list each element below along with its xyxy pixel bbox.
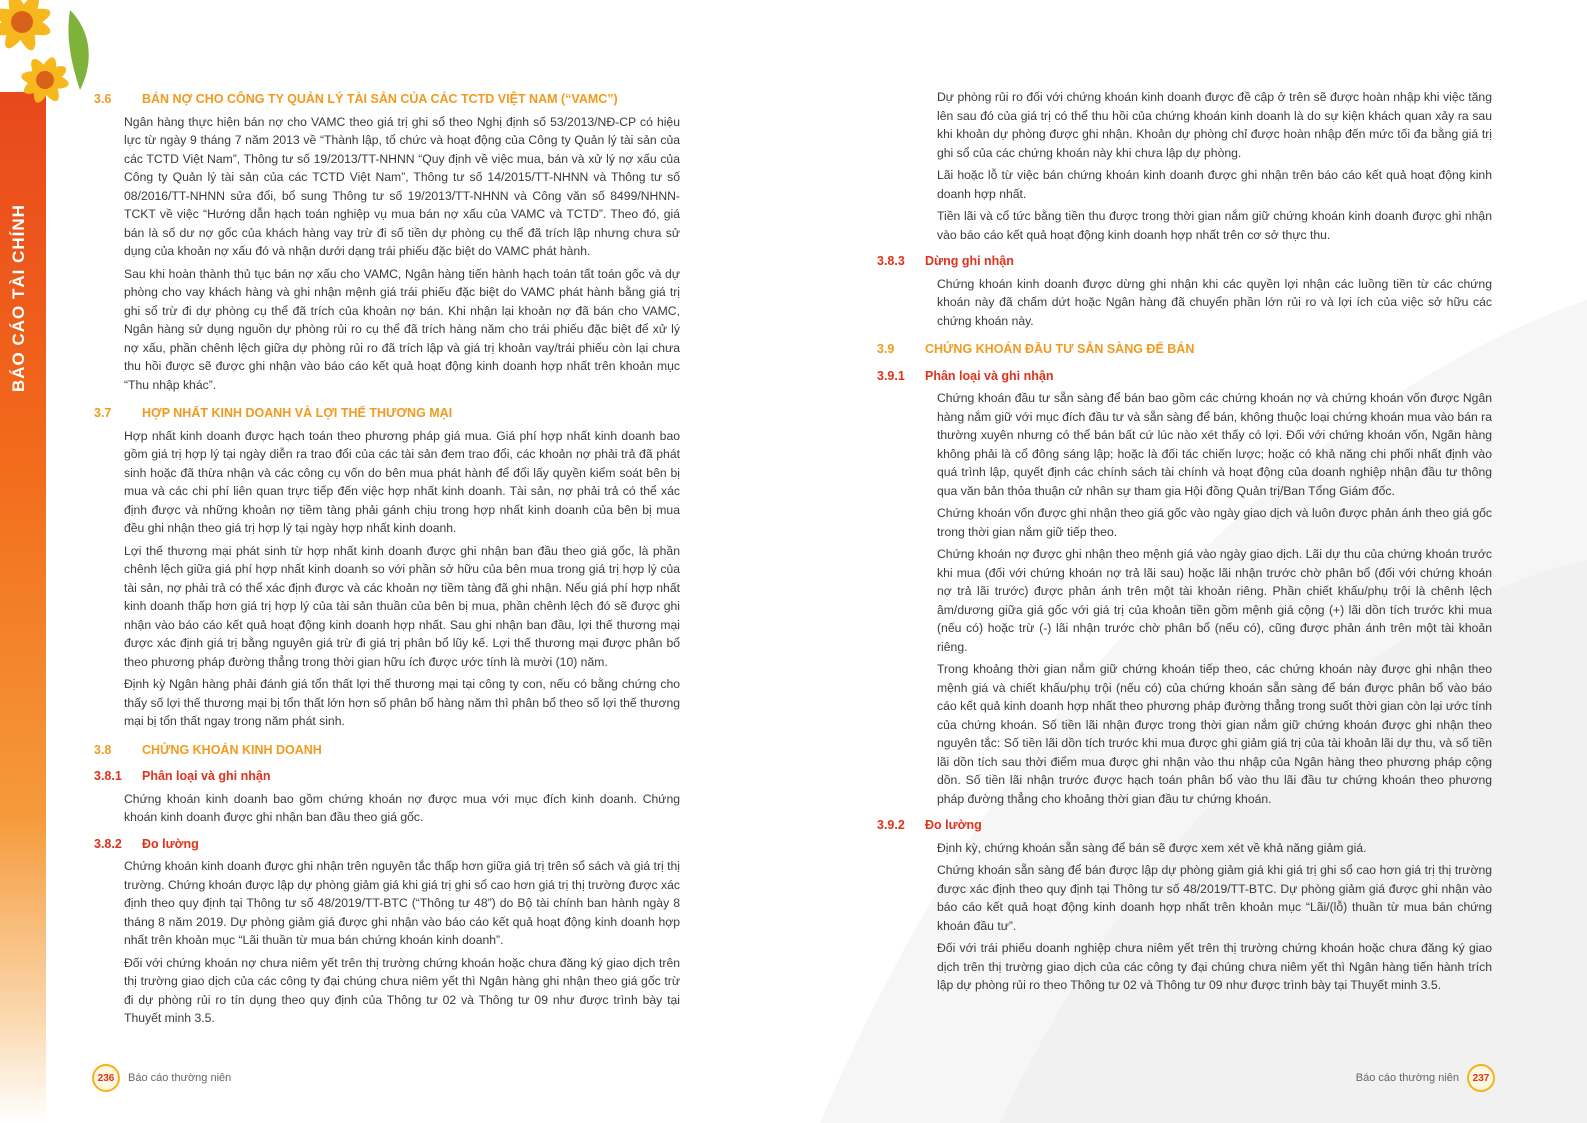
paragraph: Ngân hàng thực hiện bán nợ cho VAMC theo giá trị ghi sổ theo Nghị định số 53/2013/NĐ-CP có hiệu lực từ ngày 9 tháng 7 năm 2013 về “Thành lập, tổ chức và hoạt động của Công ty Quản lý tài sản của các TCTD Việt Nam”, Thông tư số 19/2013/TT-NHNN “Quy định về việc mua, bán và xử lý nợ xấu của Công ty Quản lý tài sản của các TCTD Việt Nam”, Thông tư số 14/2015/TT-NHNN và Thông tư số 08/2016/TT-NHNN sửa đổi, bổ sung Thông tư số 19/2013/TT-NHNN và Công văn số 8499/NHNN-TCKT về việc “Hướng dẫn hạch toán nghiệp vụ mua bán nợ xấu của VAMC và TCTD”. Theo đó, giá bán là số dư nợ gốc của khách hàng vay trừ đi số tiền dự phòng cụ thể đã trích lập nhưng chưa sử dụng của khoản nợ xấu đó và nhận dưới dạng trái phiếu đặc biệt do VAMC phát hành.	[124, 114, 680, 258]
section-3-8-heading: 3.8 CHỨNG KHOÁN KINH DOANH	[94, 742, 322, 757]
sidebar-title: BÁO CÁO TÀI CHÍNH	[9, 204, 28, 392]
section-3-8-2-heading: 3.8.2 Đo lường	[94, 836, 199, 851]
paragraph: Đối với trái phiếu doanh nghiệp chưa niêm yết trên thị trường chứng khoán hoặc chưa đăng ký giao dịch trên thị trường giao dịch của các công ty đại chúng chưa niêm yết thì Ngân hàng tiến hành trích lập dự phòng rủi ro theo Thông tư 02 và Thông tư 09 như được trình bày tại Thuyết minh 3.5.	[937, 941, 1492, 992]
page-number-left: 236	[92, 1064, 120, 1092]
right-page-column	[877, 88, 1492, 999]
paragraph: Dự phòng rủi ro đối với chứng khoán kinh doanh được đề cập ở trên sẽ được hoàn nhập khi việc tăng lên sau đó của giá trị có thể thu hồi của chứng khoán kinh doanh là do sự kiện khách quan xảy ra sau khi khoản dự phòng được ghi nhận. Khoản dự phòng chỉ được hoàn nhập đến mức tối đa bằng giá trị ghi sổ của các chứng khoán này khi chưa lập dự phòng.	[937, 90, 1492, 160]
footer-label-left: Báo cáo thường niên	[128, 1072, 232, 1084]
paragraph: Lợi thế thương mại phát sinh từ hợp nhất kinh doanh được ghi nhận ban đầu theo giá gốc, là phần chênh lệch giữa giá phí hợp nhất kinh doanh so với phần sở hữu của bên mua trong giá trị hợp lý của tài sản, nợ phải trả có thể xác định được và các khoản nợ tiềm tàng đã ghi nhận. Nếu giá phí hợp nhất kinh doanh thấp hơn giá trị hợp lý của tài sản thuần của bên bị mua, phần chênh lệch đó sẽ được ghi nhận vào báo cáo kết quả hoạt động kinh doanh hợp nhất. Sau ghi nhận ban đầu, lợi thế thương mại được xác định giá trị bằng nguyên giá trừ đi giá trị phân bổ lũy kế. Lợi thế thương mại được phân bổ theo phương pháp đường thẳng trong thời gian hữu ích được ước tính là mười (10) năm.	[124, 543, 680, 669]
paragraph: Chứng khoán nợ được ghi nhận theo mệnh giá vào ngày giao dịch. Lãi dự thu của chứng khoán trước khi mua (đối với chứng khoán nợ trả lãi sau) hoặc lãi nhận trước chờ phân bổ (đối với chứng khoán nợ trả lãi trước) được phản ánh trên một tài khoản riêng. Phần chiết khấu/phụ trội là chênh lệch âm/dương giữa giá gốc với giá trị của khoản tiền gồm mệnh giá cộng (+) lãi dồn tích trước khi mua (nếu có) hoặc trừ (-) lãi nhận trước chờ phân bổ (nếu có), cũng được phản ánh trên một tài khoản riêng.	[937, 547, 1492, 654]
paragraph: Định kỳ Ngân hàng phải đánh giá tổn thất lợi thế thương mại tại công ty con, nếu có bằng chứng cho thấy số lợi thế thương mại bị tổn thất lớn hơn số phân bổ hàng năm thì phân bổ theo số lợi thế thương mại bị tổn thất ngay trong năm phát sinh.	[124, 677, 680, 728]
paragraph: Chứng khoán đầu tư sẵn sàng để bán bao gồm các chứng khoán nợ và chứng khoán vốn được Ngân hàng nắm giữ với mục đích đầu tư và sẵn sàng để bán, không thuộc loại chứng khoán mua vào bán ra thường xuyên nhưng có thể bán bất cứ lúc nào xét thấy có lợi. Đối với chứng khoán vốn, Ngân hàng không phải là cổ đông sáng lập; hoặc là đối tác chiến lược; hoặc có khả năng chi phối nhất định vào quá trình lập, quyết định các chính sách tài chính và hoạt động của doanh nghiệp nhận đầu tư thông qua văn bản thỏa thuận cử nhân sự tham gia Hội đồng Quản trị/Ban Tổng Giám đốc.	[937, 391, 1492, 498]
section-3-9-2-heading: 3.9.2 Đo lường	[877, 818, 982, 832]
left-page-column	[94, 88, 680, 1032]
paragraph: Chứng khoán kinh doanh được dừng ghi nhận khi các quyền lợi nhận các luồng tiền từ các chứng khoán này đã chấm dứt hoặc Ngân hàng đã chuyển phần lớn rủi ro và lợi ích của việc sở hữu các chứng khoán này.	[937, 276, 1492, 328]
section-3-8-1-heading: 3.8.1 Phân loại và ghi nhận	[94, 769, 271, 783]
paragraph: Trong khoảng thời gian nắm giữ chứng khoán tiếp theo, các chứng khoán này được ghi nhận theo mệnh giá và chiết khấu/phụ trội (nếu có) của chứng khoán sẵn sàng để bán được phân bổ vào báo cáo kết quả kinh doanh hợp nhất theo phương pháp đường thẳng trong suốt thời gian còn lại ước tính của chứng khoán. Số tiền lãi nhận được trong thời gian nắm giữ chứng khoán được ghi nhận theo nguyên tắc: Số tiền lãi dồn tích trước khi mua được ghi giảm giá trị của tài khoản lãi dự thu, và số tiền lãi dồn tích sau thời điểm mua được ghi nhận vào thu nhập của Ngân hàng theo phương pháp cộng dồn. Số tiền lãi nhận trước được hạch toán phân bổ vào thu lãi đầu tư chứng khoán theo phương pháp đường thẳng cho khoảng thời gian đầu tư chứng khoán.	[937, 662, 1492, 806]
paragraph: Chứng khoán sẵn sàng để bán được lập dự phòng giảm giá khi giá trị ghi sổ cao hơn giá trị thị trường được xác định theo quy định tại Thông tư số 48/2019/TT-BTC. Dự phòng giảm giá được ghi nhận vào báo cáo kết quả hoạt động kinh doanh hợp nhất trên khoản mục “Lãi/(lỗ) thuần từ mua bán chứng khoán đầu tư”.	[937, 863, 1492, 933]
paragraph: Hợp nhất kinh doanh được hạch toán theo phương pháp giá mua. Giá phí hợp nhất kinh doanh bao gồm giá trị hợp lý tại ngày diễn ra trao đổi của các tài sản đem trao đổi, các khoản nợ phải trả đã phát sinh hoặc đã thừa nhận và các công cụ vốn do bên mua phát hành để đổi lấy quyền kiểm soát bên bị mua và các chi phí liên quan trực tiếp đến việc hợp nhất kinh doanh. Tài sản, nợ phải trả có thể xác định được và những khoản nợ tiềm tàng phải gánh chịu trong hợp nhất kinh doanh của bên bị mua đều ghi nhận theo giá trị hợp lý tại ngày hợp nhất kinh doanh.	[124, 428, 680, 535]
left-footer	[92, 1064, 239, 1092]
paragraph: Sau khi hoàn thành thủ tục bán nợ xấu cho VAMC, Ngân hàng tiến hành hạch toán tất toán gốc và dự phòng cho vay khách hàng và ghi nhận mệnh giá trái phiếu đặc biệt do VAMC phát hành bằng giá trị ghi sổ trừ đi dự phòng cụ thể đã trích của khoản nợ bán. Khi nhận lại khoản nợ đã bán cho VAMC, Ngân hàng sử dụng nguồn dự phòng rủi ro cụ thể đã trích hàng năm cho trái phiếu đặc biệt để xử lý nợ xấu, phần chênh lệch giữa dự phòng rủi ro đã trích lập và giá trị khoản vay/trái phiếu còn lại chưa thu hồi được sẽ được ghi nhận vào báo cáo kết quả hoạt động kinh doanh hợp nhất trên khoản mục “Thu nhập khác”.	[124, 266, 680, 392]
footer-label-right: Báo cáo thường niên	[1355, 1072, 1459, 1084]
paragraph: Đối với chứng khoán nợ chưa niêm yết trên thị trường chứng khoán hoặc chưa đăng ký giao dịch trên thị trường giao dịch của các công ty đại chúng chưa niêm yết thì Ngân hàng ghi nhận theo giá gốc trừ đi dự phòng rủi ro tín dụng theo quy định của Thông tư 02 và Thông tư 09 như được trình bày tại Thuyết minh 3.5.	[124, 955, 680, 1025]
sidebar-band	[0, 92, 46, 1123]
paragraph: Chứng khoán kinh doanh bao gồm chứng khoán nợ được mua với mục đích kinh doanh. Chứng khoán kinh doanh được ghi nhận ban đầu theo giá gốc.	[124, 791, 680, 824]
section-3-8-3-heading: 3.8.3 Dừng ghi nhận	[877, 254, 1014, 268]
section-3-7-heading: 3.7 HỢP NHẤT KINH DOANH VÀ LỢI THẾ THƯƠNG MẠI	[94, 406, 453, 420]
paragraph: Lãi hoặc lỗ từ việc bán chứng khoán kinh doanh được ghi nhận trên báo cáo kết quả hoạt động kinh doanh hợp nhất.	[937, 168, 1492, 201]
paragraph: Chứng khoán kinh doanh được ghi nhận trên nguyên tắc thấp hơn giữa giá trị trên sổ sách và giá trị thị trường. Chứng khoán được lập dự phòng giảm giá khi giá trị ghi sổ cao hơn giá trị thị trường được xác định theo quy định tại Thông tư số 48/2019/TT-BTC (“Thông tư 48”) do Bộ tài chính ban hành ngày 8 tháng 8 năm 2019. Dự phòng giảm giá được ghi nhận vào báo cáo kết quả hoạt động kinh doanh hợp nhất trên khoản mục “Lãi thuần từ mua bán chứng khoán kinh doanh”.	[124, 859, 680, 947]
section-3-6-heading: 3.6 BÁN NỢ CHO CÔNG TY QUẢN LÝ TÀI SẢN CỦA CÁC TCTD VIỆT NAM (“VAMC”)	[94, 92, 618, 106]
section-3-9-1-heading: 3.9.1 Phân loại và ghi nhận	[877, 368, 1054, 383]
right-footer	[1348, 1064, 1495, 1092]
section-3-9-heading: 3.9 CHỨNG KHOÁN ĐẦU TƯ SẴN SÀNG ĐỂ BÁN	[877, 342, 1195, 356]
page-number-right: 237	[1467, 1064, 1495, 1092]
paragraph: Chứng khoán vốn được ghi nhận theo giá gốc vào ngày giao dịch và luôn được phản ánh theo giá gốc trong thời gian nắm giữ tiếp theo.	[937, 506, 1492, 539]
paragraph: Tiền lãi và cổ tức bằng tiền thu được trong thời gian nắm giữ chứng khoán kinh doanh được ghi nhận vào báo cáo kết quả hoạt động kinh doanh hợp nhất trên cơ sở thực thu.	[937, 209, 1492, 242]
paragraph: Định kỳ, chứng khoán sẵn sàng để bán sẽ được xem xét về khả năng giảm giá.	[937, 840, 1367, 855]
